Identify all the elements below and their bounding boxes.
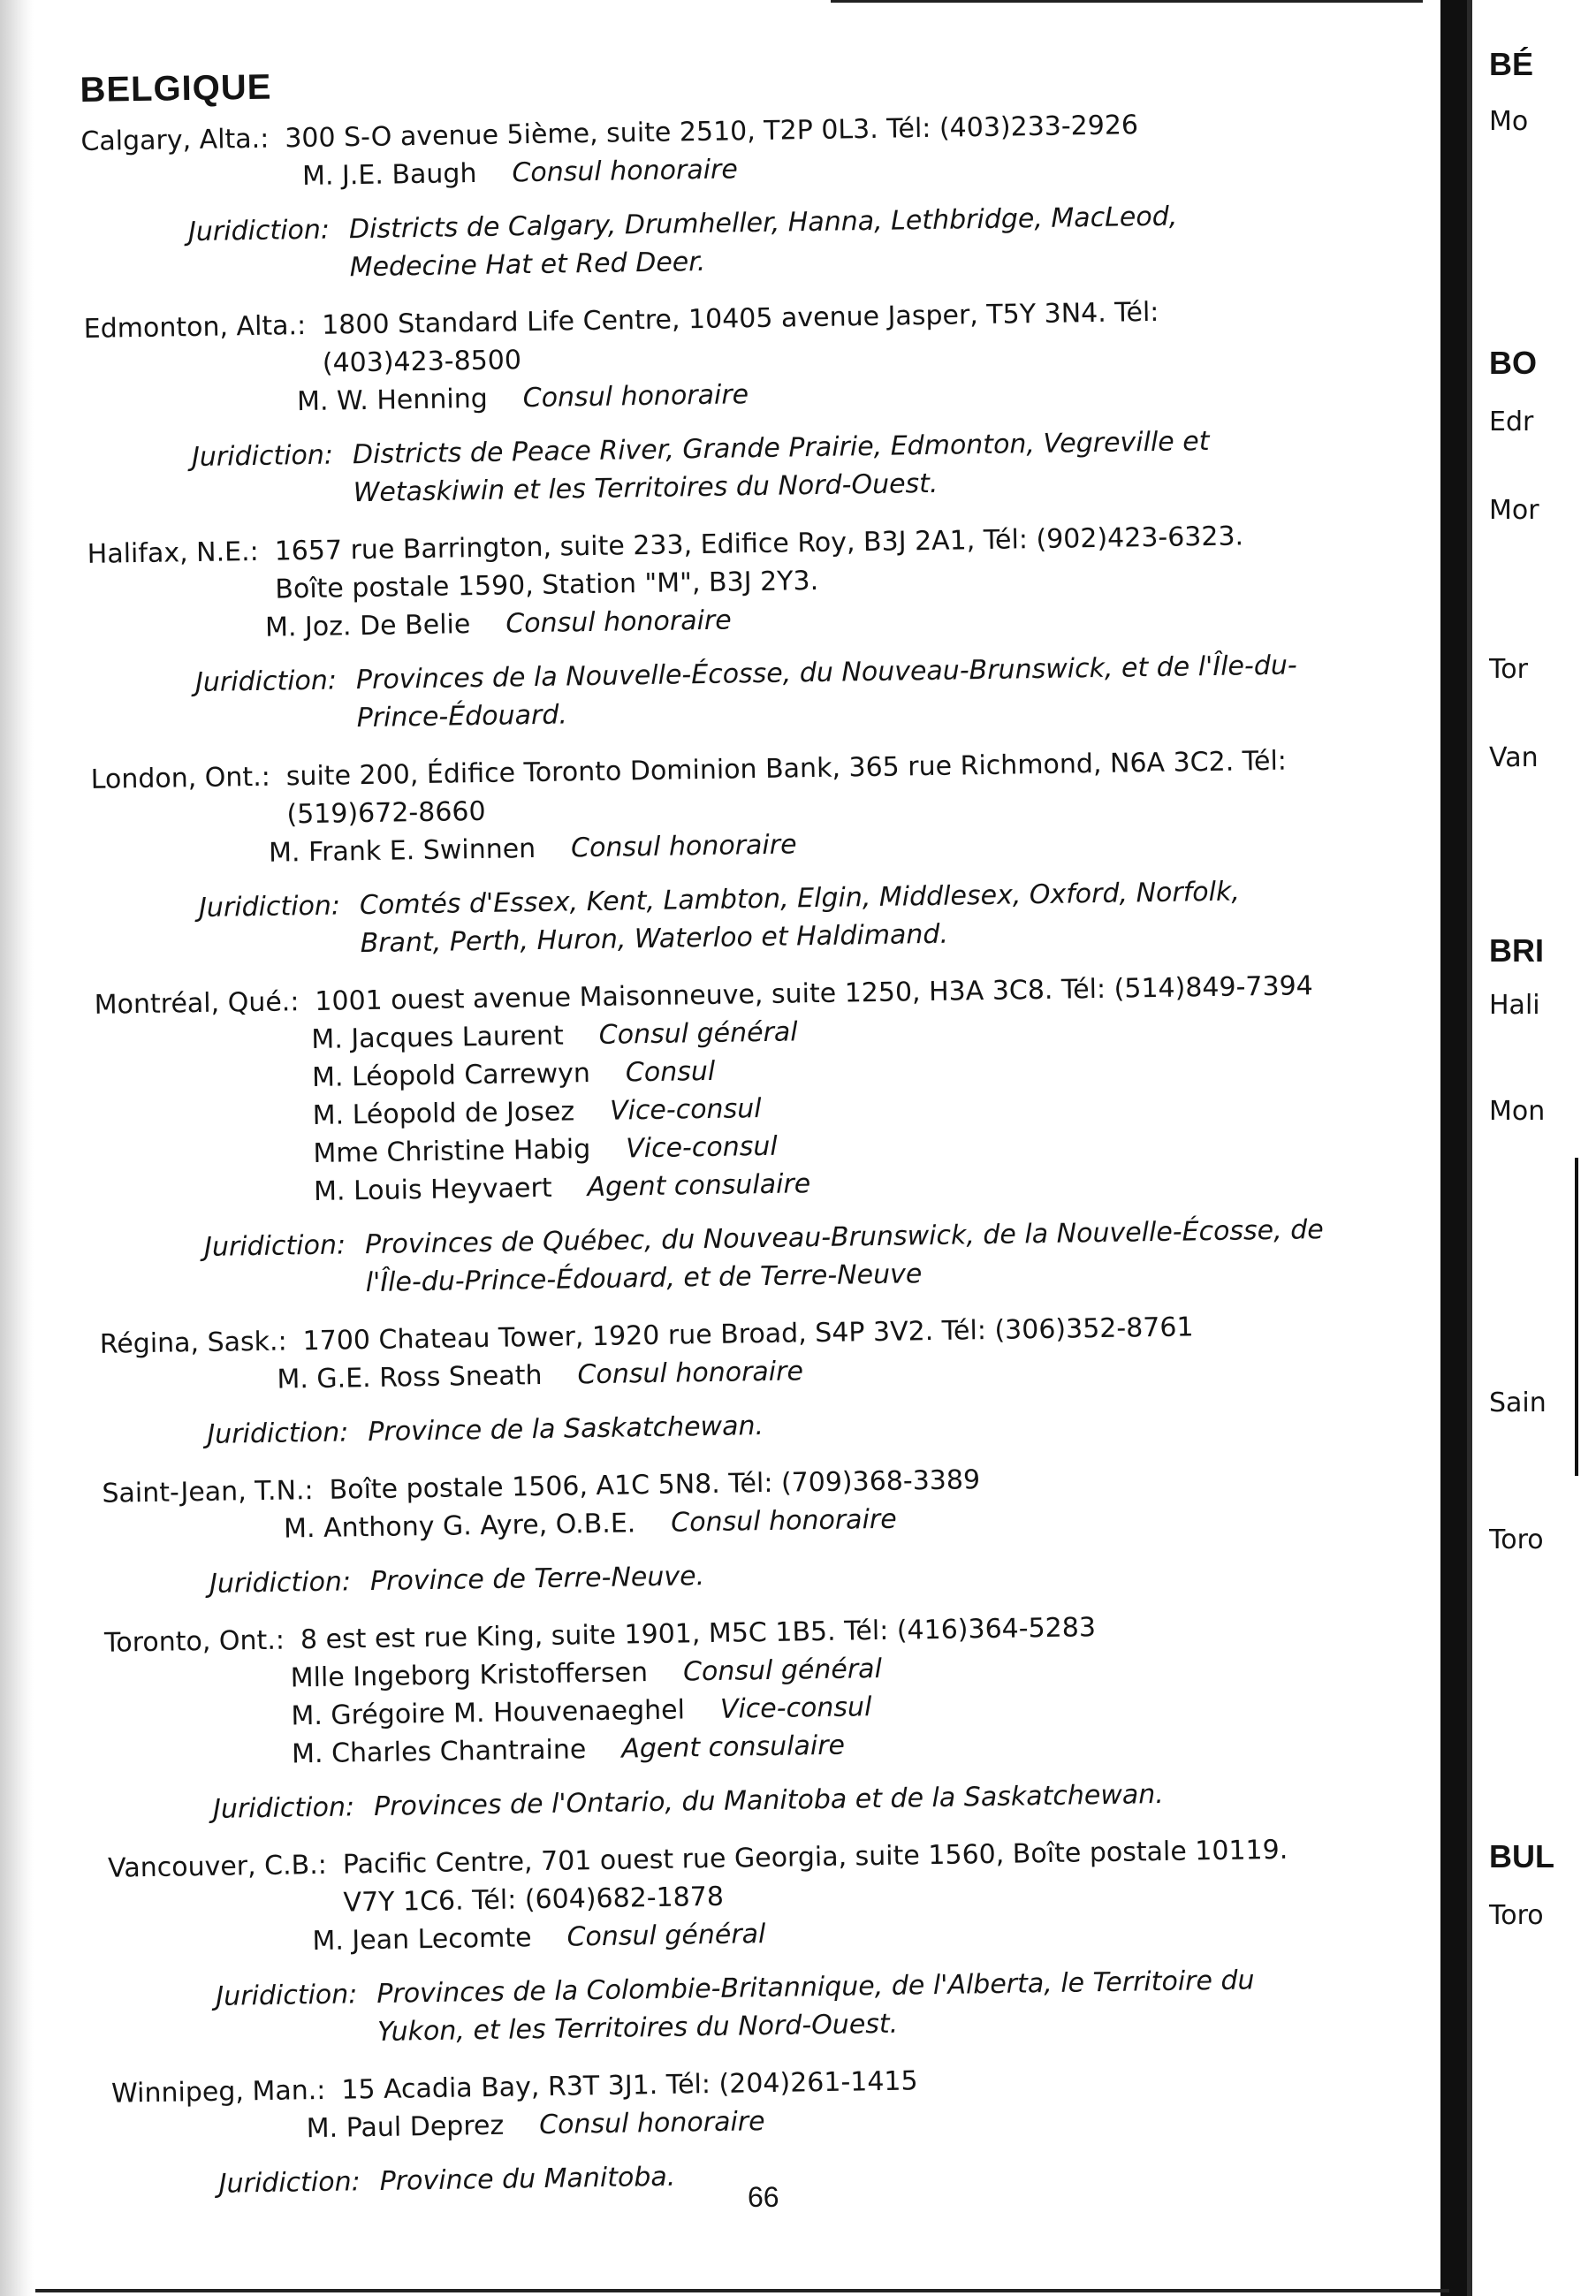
jurisdiction-line: Province de Terre-Neuve. [369,1561,705,1598]
address-line: 1001 ouest avenue Maisonneuve, suite 1250, H3A 3C8. Tél: (514)849-7394 [315,970,1313,1017]
address-line: Pacific Centre, 701 ouest rue Georgia, suite 1560, Boîte postale 10119. [342,1834,1288,1881]
official-title: Agent consulaire [587,1168,811,1204]
jurisdiction-line: Provinces de la Nouvelle-Écosse, du Nouveau-Brunswick, et de l'Île-du- [355,650,1297,696]
address-line: 15 Acadia Bay, R3T 3J1. Tél: (204)261-1415 [341,2065,918,2106]
official-title: Consul [625,1055,716,1089]
jurisdiction-label: Juridiction: [187,214,331,248]
jurisdiction-label: Juridiction: [194,665,338,699]
jurisdiction-line: Brant, Perth, Huron, Waterloo et Haldimand. [360,918,949,960]
jurisdiction-text [374,1771,1433,1826]
jurisdiction-row [103,1546,1429,1605]
consulate-list [80,102,1439,2204]
official-name: M. Grégoire M. Houvenaeghel [291,1694,686,1732]
jurisdiction-line: Comtés d'Essex, Kent, Lambton, Elgin, Middlesex, Oxford, Norfolk, [359,876,1241,922]
jurisdiction-text [370,1546,1430,1600]
city-label: Vancouver, C.B.: [107,1849,328,1884]
adjacent-heading-fragment: BÉ [1489,46,1534,82]
jurisdiction-label: Juridiction: [203,1229,346,1263]
address-line: (403)423-8500 [322,345,522,379]
jurisdiction-line: Provinces de Québec, du Nouveau-Brunswick, de la Nouvelle-Écosse, de [364,1214,1324,1261]
city-label: Edmonton, Alta.: [83,310,307,345]
jurisdiction-label: Juridiction: [191,439,334,474]
jurisdiction-line: Prince-Édouard. [356,699,568,734]
official-title: Consul honoraire [538,2106,765,2141]
consulate-entry [80,102,1409,291]
bottom-rule [35,2289,1449,2292]
jurisdiction-label: Juridiction: [209,1566,352,1600]
jurisdiction-line: Yukon, et les Territoires du Nord-Ouest. [376,2008,899,2048]
official-title: Consul général [566,1919,766,1953]
jurisdiction-label: Juridiction: [207,1417,349,1450]
official-name: M. Charles Chantraine [291,1734,587,1770]
consulate-entry [87,514,1415,741]
adjacent-heading-fragment: BRI [1489,932,1544,969]
city-label: Saint-Jean, T.N.: [102,1475,314,1509]
jurisdiction-line: Wetaskiwin et les Territoires du Nord-Ouest. [353,468,939,509]
page-number: 66 [748,2181,779,2213]
jurisdiction-line: Provinces de la Colombie-Britannique, de l'Alberta, le Territoire du [376,1965,1255,2010]
jurisdiction-row [101,1396,1426,1456]
jurisdiction-line: Provinces de l'Ontario, du Manitoba et de la Saskatchewan. [373,1778,1165,1823]
official-name: M. J.E. Baugh [301,157,477,193]
consulate-entry [83,289,1411,516]
official-name: M. Jacques Laurent [311,1020,565,1056]
adjacent-page-rule [1575,1158,1578,1476]
consulate-entry [99,1304,1426,1456]
jurisdiction-line: Province de la Saskatchewan. [368,1410,764,1448]
adjacent-text-fragment: Edr [1489,407,1534,437]
jurisdiction-row [93,870,1419,967]
jurisdiction-line: l'Île-du-Prince-Édouard, et de Terre-Neuve [365,1258,923,1299]
city-label: Toronto, Ont.: [103,1624,285,1659]
official-title: Consul honoraire [570,829,797,864]
official-title: Consul honoraire [671,1503,897,1539]
consulate-entry [104,1603,1433,1830]
country-heading: BELGIQUE [80,67,272,110]
city-label: Calgary, Alta.: [80,123,270,157]
official-title: Vice-consul [609,1093,762,1127]
jurisdiction-line: Medecine Hat et Red Deer. [349,246,706,284]
binding-gutter [1440,0,1467,2296]
jurisdiction-line: Districts de Peace River, Grande Prairie, Edmonton, Vegreville et [352,425,1210,471]
official-name: Mme Christine Habig [313,1134,591,1169]
adjacent-text-fragment: Toro [1489,1524,1544,1555]
official-title: Consul honoraire [577,1356,804,1391]
scan-edge-shadow [0,0,34,2296]
officials-list [104,1641,1432,1776]
jurisdiction-text [379,2146,1439,2201]
adjacent-text-fragment: Sain [1489,1387,1547,1418]
top-rule [831,0,1423,3]
official-title: Agent consulaire [621,1730,846,1765]
jurisdiction-row [98,1209,1425,1306]
official-title: Consul honoraire [522,379,749,414]
official-title: Consul honoraire [512,154,739,189]
official-name: M. Léopold de Josez [312,1096,575,1132]
address-line: 1657 rue Barrington, suite 233, Edifice Roy, B3J 2A1, Tél: (902)423-6323. [274,521,1244,567]
jurisdiction-label: Juridiction: [218,2166,361,2200]
official-title: Consul honoraire [505,604,732,640]
jurisdiction-row [107,1771,1433,1830]
official-title: Consul général [598,1016,798,1051]
adjacent-heading-fragment: BO [1489,345,1537,381]
official-name: M. G.E. Ross Sneath [277,1359,543,1395]
official-name: M. W. Henning [296,383,489,418]
jurisdiction-text [353,419,1412,512]
jurisdiction-text [349,194,1409,286]
city-label: Winnipeg, Man.: [110,2074,326,2110]
official-name: M. Louis Heyvaert [313,1172,552,1207]
address-line: 300 S-O avenue 5ième, suite 2510, T2P 0L3. Tél: (403)233-2926 [285,110,1139,155]
adjacent-text-fragment: Mon [1489,1096,1546,1127]
consulate-entry [108,1828,1436,2056]
address-line: V7Y 1C6. Tél: (604)682-1878 [343,1881,725,1919]
jurisdiction-text [360,870,1419,962]
adjacent-text-fragment: Toro [1489,1900,1544,1931]
jurisdiction-row [86,419,1412,516]
official-name: M. Anthony G. Ayre, O.B.E. [283,1508,636,1545]
official-name: M. Léopold Carrewyn [311,1058,591,1094]
city-label: London, Ont.: [90,761,271,795]
adjacent-heading-fragment: BUL [1489,1838,1554,1874]
officials-list [95,1003,1423,1214]
adjacent-text-fragment: Tor [1489,654,1528,685]
adjacent-text-fragment: Van [1489,742,1539,773]
official-title: Consul général [682,1653,883,1688]
jurisdiction-line: Province du Manitoba. [379,2161,676,2197]
address-line: Boîte postale 1506, A1C 5N8. Tél: (709)368-3389 [329,1464,981,1506]
consulate-entry [90,740,1418,967]
consulate-entry [94,965,1425,1306]
official-name: M. Joz. De Belie [264,609,471,643]
city-label: Halifax, N.E.: [87,536,259,570]
official-title: Vice-consul [719,1692,872,1725]
official-name: Mlle Ingeborg Kristoffersen [290,1657,649,1694]
jurisdiction-text [368,1396,1427,1451]
jurisdiction-label: Juridiction: [216,1979,358,2012]
address-line: Boîte postale 1590, Station "M", B3J 2Y3. [275,565,819,605]
jurisdiction-label: Juridiction: [198,890,341,924]
directory-page [80,41,1439,2224]
jurisdiction-row [82,194,1409,291]
official-title: Vice-consul [625,1130,778,1165]
jurisdiction-text [376,1958,1436,2051]
city-label: Régina, Sask.: [99,1326,287,1360]
address-line: 8 est est rue King, suite 1901, M5C 1B5. Tél: (416)364-5283 [300,1612,1097,1656]
binding-gutter-edge [1467,0,1472,2296]
adjacent-text-fragment: Hali [1489,990,1540,1021]
adjacent-text-fragment: Mor [1489,495,1539,526]
official-name: M. Frank E. Swinnen [268,833,536,869]
jurisdiction-text [365,1209,1425,1302]
jurisdiction-row [89,644,1416,741]
official-name: M. Jean Lecomte [312,1922,532,1958]
jurisdiction-label: Juridiction: [212,1791,355,1825]
jurisdiction-text [356,644,1416,737]
address-line: 1700 Chateau Tower, 1920 rue Broad, S4P 3V2. Tél: (306)352-8761 [302,1311,1194,1357]
city-label: Montréal, Qué.: [94,986,300,1021]
address-line: (519)672-8660 [286,795,486,831]
adjacent-text-fragment: Mo [1489,106,1529,137]
address-line: suite 200, Édifice Toronto Dominion Bank, 365 rue Richmond, N6A 3C2. Tél: [285,745,1288,793]
address-line: 1800 Standard Life Centre, 10405 avenue Jasper, T5Y 3N4. Tél: [321,296,1159,341]
official-name: M. Paul Deprez [306,2110,505,2145]
jurisdiction-row [110,1958,1436,2056]
consulate-entry [102,1454,1429,1605]
jurisdiction-line: Districts de Calgary, Drumheller, Hanna, Lethbridge, MacLeod, [348,201,1178,246]
